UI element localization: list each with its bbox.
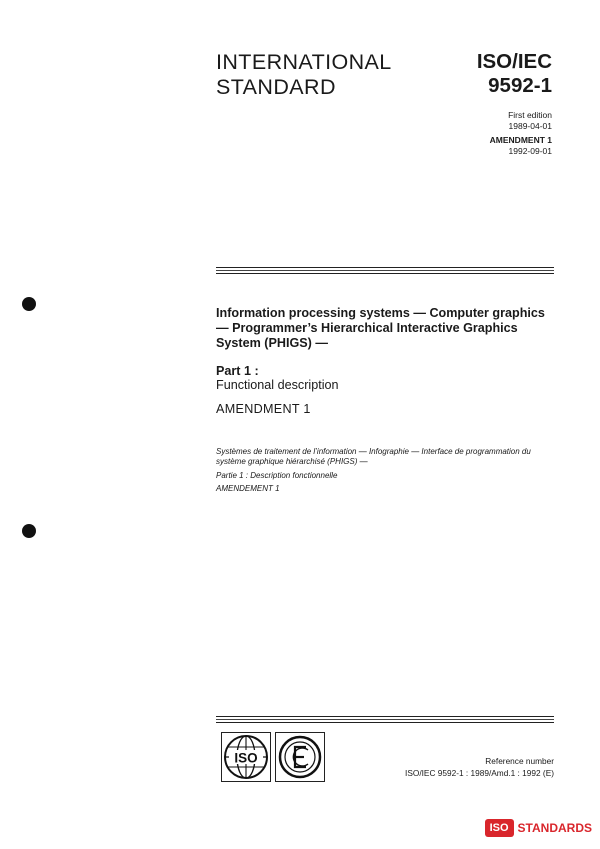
french-title: Systèmes de traitement de l’information — Infographie — Interface de programmation du système graphique hiérarchisé (PHIGS) — — [216, 447, 531, 466]
badge-iso-logo: ISO — [485, 819, 514, 837]
part-number: Part 1 : — [216, 364, 259, 378]
document-type-line1: INTERNATIONAL — [216, 50, 392, 74]
badge-standards-text: STANDARDS — [517, 821, 592, 835]
reference-number: ISO/IEC 9592-1 : 1989/Amd.1 : 1992 (E) — [405, 768, 554, 778]
bottom-rule — [216, 716, 554, 723]
french-part: Partie 1 : Description fonctionnelle — [216, 471, 338, 480]
standards-store-badge — [485, 817, 592, 839]
standard-number-line2: 9592-1 — [488, 74, 552, 97]
iec-logo — [275, 732, 325, 782]
standard-number-line1: ISO/IEC — [476, 50, 552, 73]
part-description: Functional description — [216, 378, 339, 392]
iso-globe-icon — [221, 732, 271, 782]
edition-date: 1989-04-01 — [508, 121, 552, 131]
punch-hole-bottom — [22, 524, 36, 538]
document-title: Information processing systems — Computer graphics — Programmer’s Hierarchical Interactive Graphics System (PHIGS) — — [216, 306, 545, 350]
standard-number — [477, 50, 552, 98]
french-amendment: AMENDEMENT 1 — [216, 484, 280, 493]
edition-info — [490, 110, 552, 157]
amendment-title: AMENDMENT 1 — [216, 402, 311, 416]
amendment-date: 1992-09-01 — [508, 146, 552, 156]
edition-label: First edition — [508, 110, 552, 120]
punch-hole-top — [22, 297, 36, 311]
iso-logo — [221, 732, 271, 782]
iec-emblem-icon — [275, 732, 325, 782]
document-type-line2: STANDARD — [216, 75, 336, 99]
document-type — [216, 50, 392, 100]
svg-text:ISO: ISO — [234, 750, 258, 766]
amendment-label: AMENDMENT 1 — [489, 135, 552, 145]
reference-label: Reference number — [485, 756, 554, 766]
top-rule — [216, 267, 554, 274]
